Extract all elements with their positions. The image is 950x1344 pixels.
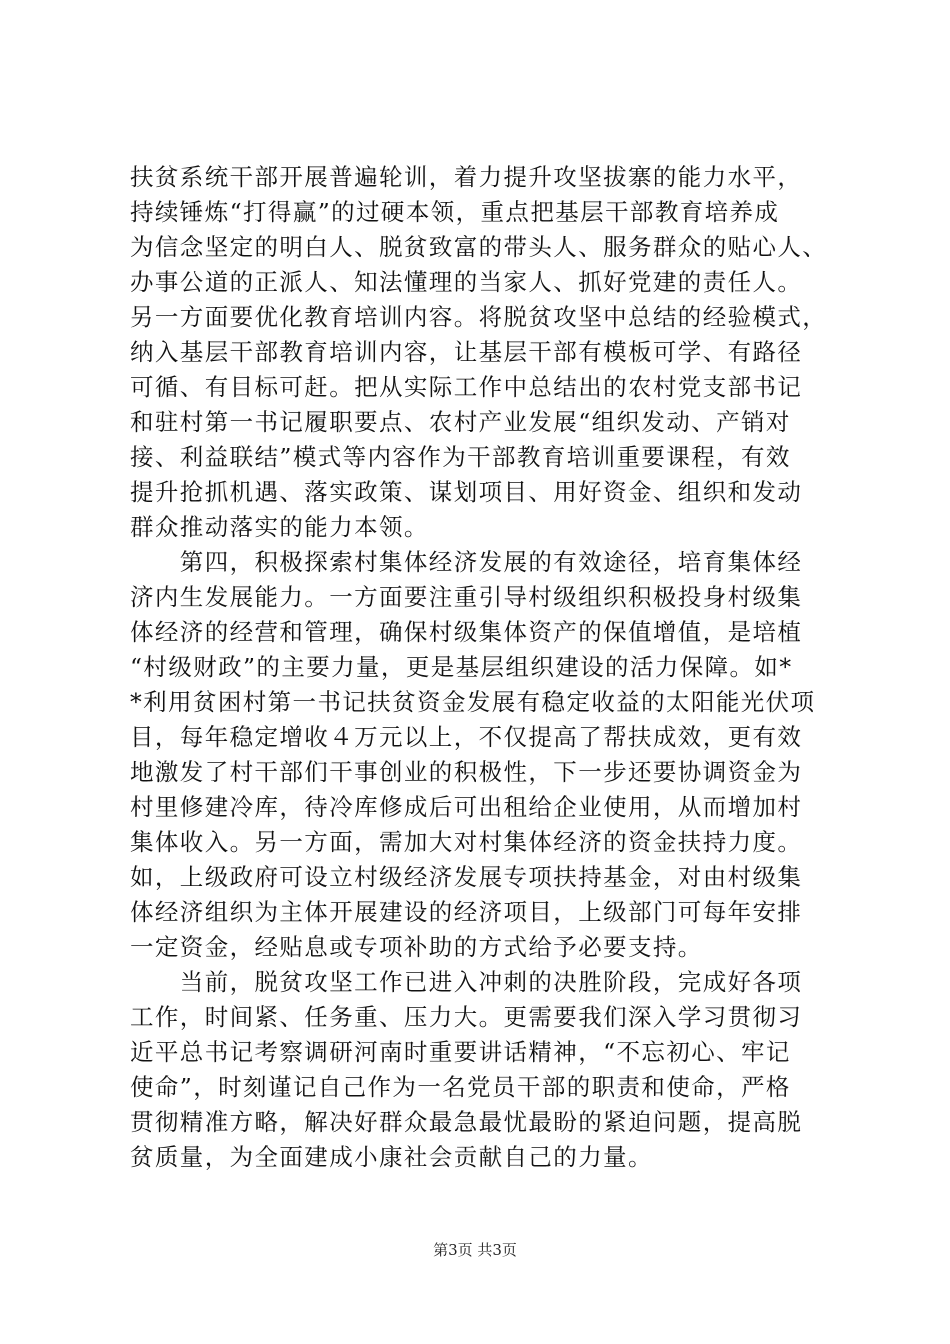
- text-line: 目，每年稳定增收４万元以上，不仅提高了帮扶成效，更有效: [130, 723, 803, 751]
- text-line: 第四，积极探索村集体经济发展的有效途径，培育集体经: [130, 548, 803, 576]
- page-footer: [0, 1240, 950, 1260]
- document-body: [130, 160, 830, 1175]
- text-line: 为信念坚定的明白人、脱贫致富的带头人、服务群众的贴心人、: [130, 233, 828, 261]
- text-line: 济内生发展能力。一方面要注重引导村级组织积极投身村级集: [130, 583, 803, 611]
- text-line: 和驻村第一书记履职要点、农村产业发展“组织发动、产销对: [130, 408, 791, 436]
- text-line: 一定资金，经贴息或专项补助的方式给予必要支持。: [130, 933, 703, 961]
- text-line: 地激发了村干部们干事创业的积极性，下一步还要协调资金为: [130, 758, 803, 786]
- text-line: 当前，脱贫攻坚工作已进入冲刺的决胜阶段，完成好各项: [130, 968, 803, 996]
- text-line: 如，上级政府可设立村级经济发展专项扶持基金，对由村级集: [130, 863, 803, 891]
- text-line: 工作，时间紧、任务重、压力大。更需要我们深入学习贯彻习: [130, 1003, 803, 1031]
- text-line: 近平总书记考察调研河南时重要讲话精神，“不忘初心、牢记: [130, 1038, 791, 1066]
- text-line: 群众推动落实的能力本领。: [130, 513, 429, 541]
- text-line: *利用贫困村第一书记扶贫资金发展有稳定收益的太阳能光伏项: [130, 688, 816, 716]
- text-line: 村里修建冷库，待冷库修成后可出租给企业使用，从而增加村: [130, 793, 803, 821]
- text-line: 另一方面要优化教育培训内容。将脱贫攻坚中总结的经验模式，: [130, 303, 828, 331]
- text-line: 扶贫系统干部开展普遍轮训，着力提升攻坚拔寨的能力水平，: [130, 163, 803, 191]
- text-line: 贯彻精准方略，解决好群众最急最忧最盼的紧迫问题，提高脱: [130, 1108, 803, 1136]
- text-line: 体经济的经营和管理，确保村级集体资产的保值增值，是培植: [130, 618, 803, 646]
- text-line: 持续锤炼“打得赢”的过硬本领，重点把基层干部教育培养成: [130, 198, 780, 226]
- text-line: 集体收入。另一方面，需加大对村集体经济的资金扶持力度。: [130, 828, 803, 856]
- text-line: 体经济组织为主体开展建设的经济项目，上级部门可每年安排: [130, 898, 803, 926]
- text-line: 可循、有目标可赶。把从实际工作中总结出的农村党支部书记: [130, 373, 803, 401]
- text-line: 使命”，时刻谨记自己作为一名党员干部的职责和使命，严格: [130, 1073, 791, 1101]
- text-line: 办事公道的正派人、知法懂理的当家人、抓好党建的责任人。: [130, 268, 803, 296]
- text-line: 贫质量，为全面建成小康社会贡献自己的力量。: [130, 1143, 653, 1171]
- text-line: 提升抢抓机遇、落实政策、谋划项目、用好资金、组织和发动: [130, 478, 803, 506]
- text-line: 纳入基层干部教育培训内容，让基层干部有模板可学、有路径: [130, 338, 803, 366]
- text-line: “村级财政”的主要力量，更是基层组织建设的活力保障。如*: [130, 653, 793, 681]
- page-number-label: 第3页 共3页: [433, 1241, 517, 1259]
- text-line: 接、利益联结”模式等内容作为干部教育培训重要课程，有效: [130, 443, 791, 471]
